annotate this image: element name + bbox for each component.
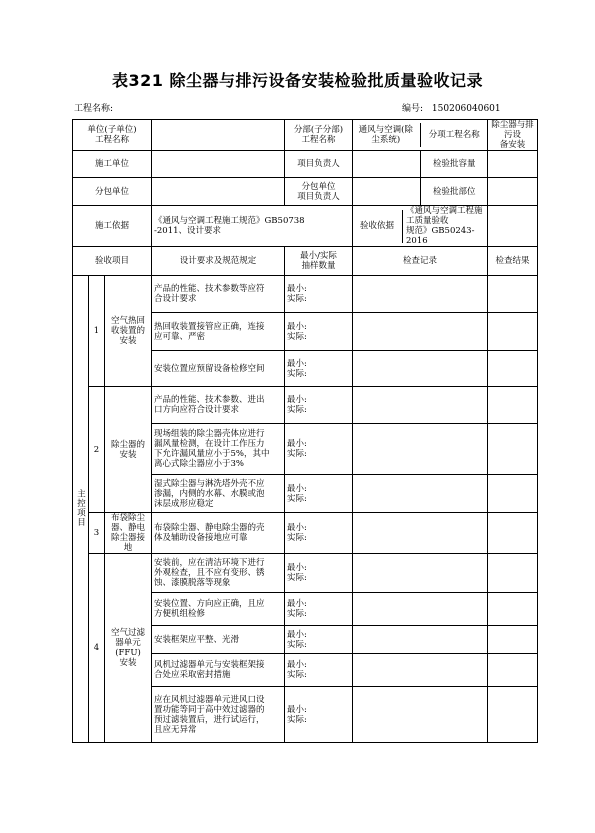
actual-label: 实际: <box>287 449 307 459</box>
min-label: 最小: <box>287 629 307 640</box>
number-label: 编号: <box>402 104 424 114</box>
min-label: 最小: <box>287 599 307 609</box>
subcontract-leader-label: 分包单位 项目负责人 <box>285 178 353 206</box>
acceptance-basis <box>353 206 488 247</box>
min-label: 最小: <box>287 563 307 573</box>
min-label: 最小: <box>287 704 307 715</box>
unit-label: 单位(子单位) 工程名称 <box>73 120 152 151</box>
subitem-value: 除尘器与排污设 备安装 <box>488 120 538 151</box>
batch-capacity-label: 检验批容量 <box>432 159 476 169</box>
requirement-text: 安装框架应平整、光滑 <box>152 626 285 654</box>
batch-location-value[interactable] <box>488 178 538 206</box>
table-row <box>73 554 538 593</box>
subcontract-leader-value[interactable] <box>353 178 488 206</box>
result-cell[interactable] <box>488 276 538 313</box>
sampling-cell[interactable] <box>285 687 353 743</box>
sampling-cell[interactable] <box>285 626 353 654</box>
record-cell[interactable] <box>353 387 488 424</box>
sampling-cell[interactable] <box>285 475 353 513</box>
header-row-basis <box>73 206 538 247</box>
result-cell[interactable] <box>488 687 538 743</box>
sampling-cell[interactable] <box>285 276 353 313</box>
unit-value-cell[interactable] <box>152 120 285 151</box>
requirement-text: 应在风机过滤器单元进风口设 置功能等同于高中效过滤器的 预过滤装置后，进行试运行， 且应无异常 <box>152 687 285 743</box>
division-label: 分部(子分部) 工程名称 <box>285 120 353 151</box>
acceptance-basis-label: 验收依据 <box>359 221 394 231</box>
col-sampling: 最小/实际 抽样数量 <box>285 247 353 276</box>
inspection-form-table <box>72 119 538 743</box>
record-cell[interactable] <box>353 513 488 554</box>
sampling-cell[interactable] <box>285 424 353 475</box>
min-label: 最小: <box>287 358 307 369</box>
project-leader-label: 项目负责人 <box>285 151 353 178</box>
result-cell[interactable] <box>488 475 538 513</box>
sampling-cell[interactable] <box>285 554 353 593</box>
record-cell[interactable] <box>353 424 488 475</box>
sampling-cell[interactable] <box>285 654 353 687</box>
col-item: 验收项目 <box>73 247 152 276</box>
requirement-text: 安装前，应在清洁环境下进行 外观检查，且不应有变形、锈 蚀、漆膜脱落等现象 <box>152 554 285 593</box>
actual-label: 实际: <box>287 609 307 619</box>
requirement-text: 热回收装置接管应正确，连接 应可靠、严密 <box>152 313 285 351</box>
batch-location-label: 检验批部位 <box>432 186 476 197</box>
actual-label: 实际: <box>287 294 307 304</box>
header-row-unit <box>73 120 538 151</box>
result-cell[interactable] <box>488 626 538 654</box>
result-cell[interactable] <box>488 313 538 351</box>
record-cell[interactable] <box>353 593 488 626</box>
subitem-label: 分项工程名称 <box>428 130 480 140</box>
col-requirement: 设计要求及规范规定 <box>152 247 285 276</box>
actual-label: 实际: <box>287 533 307 543</box>
group-number: 4 <box>89 554 105 743</box>
min-label: 最小: <box>287 395 307 405</box>
actual-label: 实际: <box>287 670 307 680</box>
result-cell[interactable] <box>488 593 538 626</box>
group-number: 2 <box>89 387 105 513</box>
acceptance-basis-continuation <box>488 206 538 247</box>
record-cell[interactable] <box>353 351 488 387</box>
min-label: 最小: <box>287 321 307 332</box>
sampling-cell[interactable] <box>285 513 353 554</box>
col-result: 检查结果 <box>488 247 538 276</box>
record-cell[interactable] <box>353 313 488 351</box>
subcontract-unit-value[interactable] <box>152 178 285 206</box>
column-header-row <box>73 247 538 276</box>
record-cell[interactable] <box>353 475 488 513</box>
result-cell[interactable] <box>488 513 538 554</box>
group-name: 布袋除尘 器、静电 除尘器接 地 <box>105 513 152 554</box>
number-value: 150206040601 <box>431 104 501 114</box>
group-name: 空气热回 收装置的 安装 <box>105 276 152 387</box>
header-row-subcontract <box>73 178 538 206</box>
table-row <box>73 276 538 313</box>
requirement-text: 产品的性能、技术参数等应符 合设计要求 <box>152 276 285 313</box>
actual-label: 实际: <box>287 714 307 725</box>
number-field <box>402 101 501 114</box>
items-body <box>73 276 538 743</box>
construction-unit-label: 施工单位 <box>73 151 152 178</box>
min-label: 最小: <box>287 523 307 533</box>
requirement-text: 现场组装的除尘器壳体应进行 漏风量检测，在设计工作压力 下允许漏风量应小于5%，其中 离心式除尘器应小于3% <box>152 424 285 475</box>
actual-label: 实际: <box>287 639 307 650</box>
sampling-cell[interactable] <box>285 593 353 626</box>
subcontract-unit-label: 分包单位 <box>73 178 152 206</box>
result-cell[interactable] <box>488 654 538 687</box>
construction-unit-value[interactable] <box>152 151 285 178</box>
result-cell[interactable] <box>488 351 538 387</box>
group-name: 除尘器的 安装 <box>105 387 152 513</box>
group-number: 1 <box>89 276 105 387</box>
table-row <box>73 387 538 424</box>
record-cell[interactable] <box>353 276 488 313</box>
requirement-text: 风机过滤器单元与安装框架接 合处应采取密封措施 <box>152 654 285 687</box>
page-title: 表321 除尘器与排污设备安装检验批质量验收记录 <box>112 71 483 90</box>
actual-label: 实际: <box>287 405 307 415</box>
sampling-cell[interactable] <box>285 313 353 351</box>
min-label: 最小: <box>287 483 307 494</box>
project-leader-value[interactable] <box>353 151 488 178</box>
actual-label: 实际: <box>287 368 307 379</box>
division-value: 通风与空调(除 尘系统) 分项工程名称 <box>353 120 488 151</box>
requirement-text: 湿式除尘器与淋洗塔外壳不应 渗漏，内侧的水幕、水膜或泡 沫层成形应稳定 <box>152 475 285 513</box>
requirement-text: 产品的性能、技术参数、进出 口方向应符合设计要求 <box>152 387 285 424</box>
result-cell[interactable] <box>488 554 538 593</box>
record-cell[interactable] <box>353 554 488 593</box>
result-cell[interactable] <box>488 387 538 424</box>
batch-capacity-value[interactable] <box>488 151 538 178</box>
header-row-construction <box>73 151 538 178</box>
min-label: 最小: <box>287 660 307 670</box>
result-cell[interactable] <box>488 424 538 475</box>
actual-label: 实际: <box>287 331 307 342</box>
col-record: 检查记录 <box>353 247 488 276</box>
group-number: 3 <box>89 513 105 554</box>
record-cell[interactable] <box>353 687 488 743</box>
requirement-text: 安装位置应预留设备检修空间 <box>152 351 285 387</box>
min-label: 最小: <box>287 284 307 294</box>
main-control-label: 主控项目 <box>73 276 89 743</box>
table-row <box>73 513 538 554</box>
actual-label: 实际: <box>287 493 307 504</box>
sampling-cell[interactable] <box>285 387 353 424</box>
min-label: 最小: <box>287 439 307 449</box>
record-cell[interactable] <box>353 654 488 687</box>
requirement-text: 安装位置、方向应正确，且应 方便机组检修 <box>152 593 285 626</box>
project-name-label: 工程名称: <box>74 104 114 114</box>
requirement-text: 布袋除尘器、静电除尘器的壳 体及辅助设备接地应可靠 <box>152 513 285 554</box>
group-name: 空气过滤 器单元 (FFU) 安装 <box>105 554 152 743</box>
sampling-cell[interactable] <box>285 351 353 387</box>
actual-label: 实际: <box>287 573 307 583</box>
basis-label: 施工依据 <box>73 206 152 247</box>
acceptance-basis-value: 《通风与空调工程施工质量验收 规范》GB50243-2016 <box>406 206 483 246</box>
basis-value: 《通风与空调工程施工规范》GB50738 -2011、设计要求 <box>152 206 353 247</box>
record-cell[interactable] <box>353 626 488 654</box>
